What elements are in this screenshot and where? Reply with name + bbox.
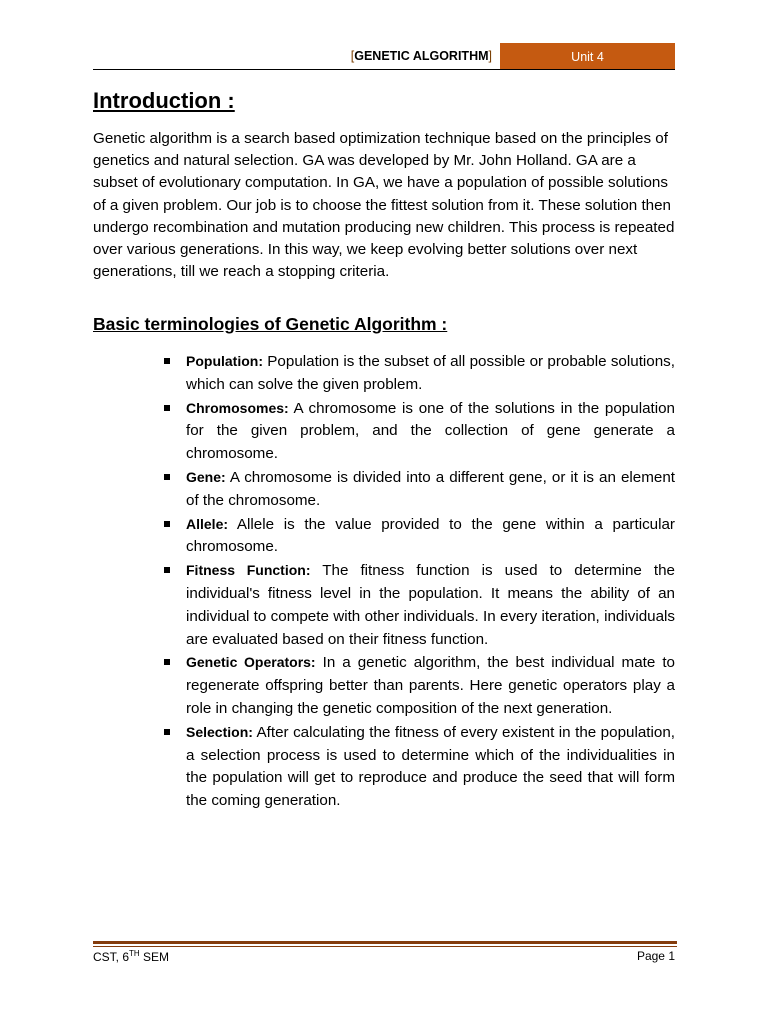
header-bracket-open: [ bbox=[350, 49, 355, 63]
document-title: GENETIC ALGORITHM bbox=[354, 49, 489, 63]
term-label: Chromosomes: bbox=[186, 399, 289, 416]
list-item bbox=[160, 559, 675, 651]
list-item bbox=[160, 513, 675, 560]
term-label: Genetic Operators: bbox=[186, 654, 316, 671]
introduction-heading: Introduction : bbox=[93, 88, 235, 113]
list-item bbox=[160, 397, 675, 466]
term-label: Fitness Function: bbox=[186, 562, 311, 579]
term-definition: After calculating the fitness of every existent in the population, a selection process is used to determine which of the individualities in the population will get to reproduce and produce the seed that will form the coming generation. bbox=[186, 723, 675, 810]
footer-course-prefix: CST, 6 bbox=[93, 950, 130, 964]
footer-course-sup: TH bbox=[129, 949, 140, 958]
terminology-heading: Basic terminologies of Genetic Algorithm : bbox=[93, 314, 448, 334]
bullet-icon bbox=[164, 659, 170, 665]
introduction-paragraph: Genetic algorithm is a search based optimization technique based on the principles of genetics and natural selection. GA was developed by Mr. John Holland. GA are a subset of evolutionary computation. In GA, we have a population of possible solutions of a given problem. Our job is to choose the fittest solution from it. These solution then undergo recombination and mutation producing new children. This process is repeated over various generations. In this way, we keep evolving better solutions over next generations, till we reach a stopping criteria. bbox=[93, 130, 675, 281]
term-definition: In a genetic algorithm, the best individual mate to regenerate offspring better than parents. Here genetic operators play a role in changing the genetic composition of the next generation. bbox=[186, 654, 675, 717]
header-divider bbox=[93, 69, 675, 70]
term-label: Gene: bbox=[186, 468, 226, 485]
bullet-icon bbox=[164, 474, 170, 480]
list-item bbox=[160, 466, 675, 513]
term-definition: A chromosome is divided into a different gene, or it is an element of the chromosome. bbox=[186, 468, 675, 509]
bullet-icon bbox=[164, 358, 170, 364]
term-label: Population: bbox=[186, 353, 263, 369]
bullet-icon bbox=[164, 405, 170, 411]
list-item bbox=[160, 350, 675, 397]
list-item bbox=[160, 721, 675, 813]
term-label: Allele: bbox=[186, 515, 229, 532]
term-definition: Population is the subset of all possible or probable solutions, which can solve the given problem. bbox=[186, 353, 675, 393]
footer-course-suffix: SEM bbox=[139, 950, 170, 964]
header-bracket-close: ] bbox=[488, 49, 492, 63]
footer-divider-thick bbox=[93, 941, 677, 944]
header-title bbox=[351, 49, 492, 63]
page-number: Page 1 bbox=[636, 949, 675, 963]
term-definition: The fitness function is used to determine the individual's fitness level in the population. It means the ability of an individual to compete with other individuals. In every iteration, individuals are evaluated based on their fitness function. bbox=[186, 562, 675, 648]
terminology-list bbox=[160, 350, 675, 813]
unit-badge: Unit 4 bbox=[500, 43, 675, 70]
bullet-icon bbox=[164, 729, 170, 735]
list-item bbox=[160, 651, 675, 720]
term-label: Selection: bbox=[186, 723, 253, 740]
bullet-icon bbox=[164, 521, 170, 527]
term-definition: A chromosome is one of the solutions in the population for the given problem, and the collection of gene generate a chromosome. bbox=[186, 399, 675, 463]
footer-course bbox=[93, 949, 169, 964]
term-definition: Allele is the value provided to the gene within a particular chromosome. bbox=[186, 515, 675, 556]
bullet-icon bbox=[164, 567, 170, 573]
footer-divider-thin bbox=[93, 946, 677, 947]
